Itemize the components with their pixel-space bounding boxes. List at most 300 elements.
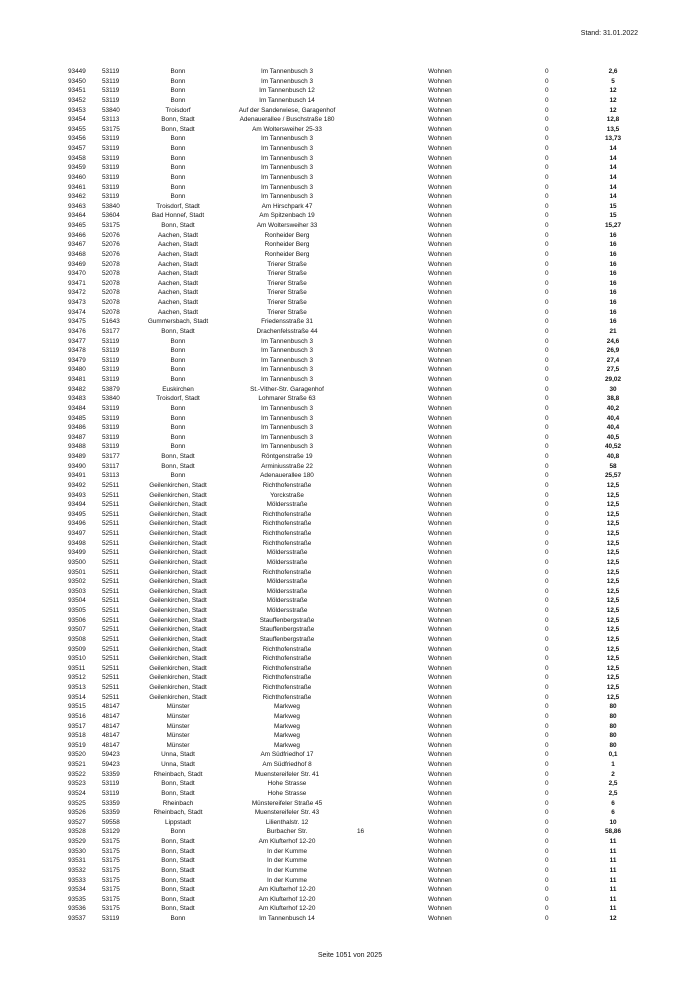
cell-street-text: Im Tannenbusch 3 [260,337,314,345]
cell-count: 0 [545,87,549,95]
cell-id: 93487 [68,433,86,441]
cell-street-text: Röntgenstraße 19 [261,453,313,460]
cell-usage: Wohnen [428,693,452,701]
cell-id: 93468 [68,250,86,258]
cell-city-text: Geilenkirchen, Stadt [149,578,207,586]
cell-city-text: Bonn [170,77,186,85]
cell-city-text: Bonn, Stadt [161,895,195,903]
cell-city-text: Geilenkirchen, Stadt [149,693,207,701]
cell-usage: Wohnen [428,414,452,422]
cell-usage: Wohnen [428,270,452,278]
cell-usage: Wohnen [428,337,452,345]
cell-value-text: 16 [609,279,617,287]
cell-street-text: Möldersstraße [266,578,308,586]
table-row [0,96,700,106]
cell-postcode: 53359 [102,809,120,817]
cell-postcode: 52076 [102,250,120,258]
cell-city-text: Bonn [170,96,186,104]
cell-id: 93537 [68,915,86,922]
cell-usage: Wohnen [428,356,452,364]
cell-value-text: 40,4 [606,424,620,432]
cell-count: 0 [545,164,549,172]
table-row [0,221,700,231]
cell-city-text: Geilenkirchen, Stadt [149,645,207,653]
cell-count: 0 [545,145,549,152]
cell-value-text: 2,6 [608,68,618,75]
cell-city-text: Bonn, Stadt [161,453,195,460]
cell-value-text: 12 [609,915,617,922]
cell-usage: Wohnen [428,279,452,287]
cell-value-text: 11 [609,886,617,894]
cell-usage: Wohnen [428,501,452,509]
cell-id: 93488 [68,443,86,451]
cell-usage: Wohnen [428,453,452,460]
table-row [0,183,700,193]
cell-value-text: 12,5 [606,578,620,586]
cell-street-text: Auf der Sanderwiese, Garagenhof [238,106,336,114]
cell-id: 93518 [68,732,86,740]
cell-count: 0 [545,886,549,894]
table-row [0,163,700,173]
cell-value-text: 12,5 [606,635,620,643]
cell-city-text: Aachen, Stadt [157,231,199,239]
cell-value-text: 14 [609,193,617,201]
cell-street-text: Markweg [274,712,300,720]
cell-usage: Wohnen [428,674,452,682]
cell-city-text: Geilenkirchen, Stadt [149,491,207,499]
cell-id: 93514 [68,693,86,701]
cell-value-text: 12,8 [606,116,620,124]
cell-count: 0 [545,491,549,499]
cell-street-text: Stauffenbergstraße [259,635,315,643]
table-row [0,770,700,780]
cell-postcode: 53119 [102,96,120,104]
cell-value-text: 5 [611,77,615,85]
cell-value-text: 16 [609,318,617,326]
cell-city-text: Bonn [170,145,186,152]
table-row [0,548,700,558]
cell-id: 93480 [68,366,86,374]
table-row [0,154,700,164]
cell-city-text: Bonn, Stadt [161,886,195,894]
cell-city-text: Bonn [170,135,186,143]
cell-value-text: 12,5 [606,655,620,663]
cell-postcode: 53119 [102,183,120,191]
cell-city-text: Rheinbach, Stadt [153,809,203,817]
cell-street-text: In der Kumme [266,876,308,884]
cell-city-text: Bonn, Stadt [161,327,195,335]
cell-count: 0 [545,789,549,797]
cell-value-text: 14 [609,154,617,162]
cell-id: 93456 [68,135,86,143]
cell-street-text: Im Tannenbusch 3 [260,164,314,172]
page-footer: Seite 1051 von 2025 [317,952,383,959]
cell-count: 0 [545,549,549,557]
cell-value-text: 2,5 [608,789,618,797]
cell-postcode: 52511 [102,655,120,663]
cell-street-text: Im Tannenbusch 3 [260,366,314,374]
cell-id: 93462 [68,193,86,201]
cell-usage: Wohnen [428,520,452,528]
cell-value-text: 11 [609,876,617,884]
cell-street-text: Im Tannenbusch 14 [259,96,315,104]
cell-count: 0 [545,915,549,922]
cell-city-text: Euskirchen [162,385,194,393]
cell-postcode: 53359 [102,770,120,778]
cell-usage: Wohnen [428,327,452,335]
cell-street-text: Yorckstraße [270,491,304,499]
cell-postcode: 53119 [102,414,120,422]
cell-postcode: 53119 [102,347,120,355]
cell-count: 0 [545,587,549,595]
table-row [0,211,700,221]
cell-street-text: Markweg [274,703,300,711]
table-row [0,404,700,414]
cell-city-text: Geilenkirchen, Stadt [149,481,207,489]
cell-city-text: Bonn, Stadt [161,780,195,788]
cell-postcode: 52511 [102,539,120,547]
cell-count: 0 [545,183,549,191]
cell-postcode: 53359 [102,799,120,807]
cell-postcode: 53879 [102,385,120,393]
cell-usage: Wohnen [428,732,452,740]
cell-id: 93476 [68,327,86,335]
cell-postcode: 48147 [102,722,120,730]
cell-count: 0 [545,222,549,229]
cell-value-text: 16 [609,299,617,306]
cell-usage: Wohnen [428,462,452,470]
cell-count: 0 [545,741,549,749]
cell-city-text: Bonn, Stadt [161,866,195,874]
cell-id: 93451 [68,87,86,95]
cell-usage: Wohnen [428,510,452,518]
cell-usage: Wohnen [428,530,452,537]
cell-house-number: 16 [357,828,365,836]
cell-id: 93463 [68,202,86,210]
table-row [0,173,700,183]
cell-id: 93454 [68,116,86,124]
cell-value-text: 11 [609,857,617,865]
cell-value-text: 30 [609,385,617,393]
cell-postcode: 53119 [102,193,120,201]
cell-count: 0 [545,857,549,865]
cell-street-text: Richthofenstraße [262,684,312,691]
cell-usage: Wohnen [428,404,452,412]
cell-street-text: Am Klufterhof 12-20 [258,886,316,894]
cell-count: 0 [545,568,549,576]
cell-street-text: Im Tannenbusch 12 [259,87,315,95]
cell-id: 93475 [68,318,86,326]
cell-value-text: 12,5 [606,481,620,489]
table-row [0,625,700,635]
cell-usage: Wohnen [428,385,452,393]
cell-street-text: Im Tannenbusch 3 [260,154,314,162]
cell-usage: Wohnen [428,231,452,239]
cell-value-text: 21 [609,327,617,335]
cell-usage: Wohnen [428,712,452,720]
cell-id: 93500 [68,558,86,566]
cell-postcode: 52078 [102,279,120,287]
cell-street-text: Richthofenstraße [262,539,312,547]
cell-count: 0 [545,241,549,249]
cell-value-text: 12,5 [606,597,620,605]
cell-value-text: 12,5 [606,693,620,701]
cell-usage: Wohnen [428,818,452,826]
cell-street-text: Möldersstraße [266,549,308,557]
cell-count: 0 [545,751,549,759]
table-row [0,673,700,683]
cell-street-text: Im Tannenbusch 3 [260,145,314,152]
table-row [0,635,700,645]
cell-street-text: Im Tannenbusch 3 [260,68,314,75]
cell-count: 0 [545,674,549,682]
cell-usage: Wohnen [428,828,452,836]
cell-id: 93490 [68,462,86,470]
cell-city-text: Bonn, Stadt [161,116,195,124]
cell-postcode: 53175 [102,222,120,229]
cell-street-text: Markweg [274,732,300,740]
cell-usage: Wohnen [428,905,452,913]
cell-usage: Wohnen [428,558,452,566]
cell-count: 0 [545,818,549,826]
table-row [0,895,700,905]
cell-count: 0 [545,607,549,614]
table-row [0,260,700,270]
cell-city-text: Unna, Stadt [161,761,195,768]
cell-value-text: 14 [609,173,617,181]
cell-id: 93530 [68,847,86,855]
cell-id: 93450 [68,77,86,85]
cell-city-text: Bonn, Stadt [161,847,195,855]
cell-postcode: 52511 [102,558,120,566]
table-row [0,847,700,857]
cell-city-text: Bonn [170,193,186,201]
table-row [0,904,700,914]
cell-postcode: 53119 [102,87,120,95]
cell-usage: Wohnen [428,222,452,229]
table-row [0,577,700,587]
cell-postcode: 53119 [102,366,120,374]
cell-usage: Wohnen [428,424,452,432]
cell-count: 0 [545,866,549,874]
cell-street-text: Am Woltersweiher 33 [256,222,318,229]
cell-id: 93531 [68,857,86,865]
cell-postcode: 53119 [102,789,120,797]
cell-value-text: 12 [609,87,617,95]
cell-id: 93508 [68,635,86,643]
cell-id: 93515 [68,703,86,711]
cell-street-text: Im Tannenbusch 3 [260,404,314,412]
cell-value-text: 12,5 [606,587,620,595]
cell-city-text: Aachen, Stadt [157,299,199,306]
cell-usage: Wohnen [428,433,452,441]
cell-value-text: 12,5 [606,607,620,614]
cell-value-text: 26,9 [606,347,620,355]
cell-city-text: Bonn [170,347,186,355]
table-row [0,606,700,616]
cell-count: 0 [545,193,549,201]
cell-value-text: 80 [609,712,617,720]
cell-id: 93511 [68,664,86,672]
cell-city-text: Bonn [170,828,186,836]
cell-postcode: 53604 [102,212,120,220]
table-row [0,741,700,751]
cell-postcode: 53119 [102,915,120,922]
cell-usage: Wohnen [428,125,452,133]
table-row [0,808,700,818]
cell-city-text: Geilenkirchen, Stadt [149,510,207,518]
cell-id: 93510 [68,655,86,663]
cell-street-text: Markweg [274,741,300,749]
cell-city-text: Geilenkirchen, Stadt [149,607,207,614]
table-row [0,67,700,77]
cell-street-text: Arminiusstraße 22 [261,462,313,470]
cell-street-text: Muenstereifeler Str. 43 [254,809,320,817]
cell-street-text: Möldersstraße [266,607,308,614]
cell-postcode: 52078 [102,260,120,268]
table-row [0,231,700,241]
cell-value-text: 14 [609,164,617,172]
cell-postcode: 53119 [102,77,120,85]
table-row [0,519,700,529]
cell-id: 93459 [68,164,86,172]
cell-street-text: Richthofenstraße [262,674,312,682]
cell-usage: Wohnen [428,626,452,634]
cell-usage: Wohnen [428,87,452,95]
cell-count: 0 [545,289,549,297]
cell-id: 93466 [68,231,86,239]
cell-id: 93474 [68,308,86,316]
cell-street-text: Ronheider Berg [264,241,310,249]
cell-postcode: 52511 [102,520,120,528]
cell-usage: Wohnen [428,366,452,374]
cell-count: 0 [545,202,549,210]
cell-value-text: 6 [611,809,615,817]
cell-usage: Wohnen [428,664,452,672]
cell-city-text: Geilenkirchen, Stadt [149,616,207,624]
cell-usage: Wohnen [428,915,452,922]
cell-usage: Wohnen [428,761,452,768]
cell-id: 93527 [68,818,86,826]
cell-count: 0 [545,799,549,807]
cell-usage: Wohnen [428,154,452,162]
cell-city-text: Bonn [170,443,186,451]
cell-value-text: 12,5 [606,684,620,691]
cell-postcode: 52511 [102,530,120,537]
cell-street-text: Muenstereifeler Str. 41 [254,770,320,778]
cell-postcode: 53119 [102,337,120,345]
cell-value-text: 11 [609,866,617,874]
cell-value-text: 12 [609,106,617,114]
table-row [0,722,700,732]
cell-postcode: 52511 [102,635,120,643]
table-row [0,115,700,125]
cell-id: 93499 [68,549,86,557]
cell-usage: Wohnen [428,857,452,865]
cell-usage: Wohnen [428,587,452,595]
cell-id: 93495 [68,510,86,518]
table-row [0,760,700,770]
cell-street-text: St.-Vither-Str. Garagenhof [250,385,324,393]
cell-usage: Wohnen [428,481,452,489]
cell-id: 93452 [68,96,86,104]
cell-city-text: Bonn, Stadt [161,905,195,913]
cell-city-text: Troisdorf, Stadt [156,202,200,210]
cell-usage: Wohnen [428,616,452,624]
cell-city-text: Geilenkirchen, Stadt [149,539,207,547]
cell-value-text: 80 [609,732,617,740]
cell-city-text: Münster [166,722,190,730]
cell-street-text: Ronheider Berg [264,231,310,239]
cell-count: 0 [545,838,549,845]
cell-postcode: 53119 [102,424,120,432]
cell-city-text: Bonn [170,404,186,412]
cell-usage: Wohnen [428,395,452,403]
cell-count: 0 [545,347,549,355]
cell-city-text: Bonn [170,366,186,374]
cell-postcode: 59423 [102,751,120,759]
cell-city-text: Bonn [170,173,186,181]
cell-city-text: Bonn, Stadt [161,857,195,865]
cell-street-text: Richthofenstraße [262,530,312,537]
cell-city-text: Geilenkirchen, Stadt [149,587,207,595]
cell-city-text: Lippstadt [165,818,191,826]
cell-id: 93535 [68,895,86,903]
cell-postcode: 53117 [102,462,120,470]
cell-postcode: 51643 [102,318,120,326]
cell-postcode: 53119 [102,404,120,412]
cell-city-text: Bad Honnef, Stadt [151,212,205,220]
cell-city-text: Geilenkirchen, Stadt [149,626,207,634]
cell-id: 93520 [68,751,86,759]
cell-usage: Wohnen [428,895,452,903]
cell-postcode: 53175 [102,847,120,855]
cell-value-text: 40,52 [605,443,621,451]
cell-count: 0 [545,116,549,124]
table-row [0,308,700,318]
cell-city-text: Geilenkirchen, Stadt [149,597,207,605]
cell-postcode: 53175 [102,857,120,865]
table-row [0,750,700,760]
cell-id: 93534 [68,886,86,894]
cell-count: 0 [545,308,549,316]
cell-usage: Wohnen [428,722,452,730]
cell-count: 0 [545,96,549,104]
cell-postcode: 53119 [102,154,120,162]
cell-usage: Wohnen [428,250,452,258]
table-row [0,866,700,876]
cell-id: 93467 [68,241,86,249]
cell-city-text: Münster [166,703,190,711]
cell-count: 0 [545,722,549,730]
table-row [0,693,700,703]
cell-usage: Wohnen [428,741,452,749]
cell-postcode: 52511 [102,491,120,499]
cell-street-text: In der Kumme [266,866,308,874]
table-row [0,712,700,722]
cell-count: 0 [545,404,549,412]
cell-postcode: 53119 [102,145,120,152]
cell-street-text: Im Tannenbusch 3 [260,347,314,355]
cell-count: 0 [545,260,549,268]
cell-count: 0 [545,125,549,133]
cell-id: 93517 [68,722,86,730]
cell-count: 0 [545,895,549,903]
cell-value-text: 12 [609,96,617,104]
cell-count: 0 [545,703,549,711]
cell-usage: Wohnen [428,635,452,643]
cell-id: 93509 [68,645,86,653]
